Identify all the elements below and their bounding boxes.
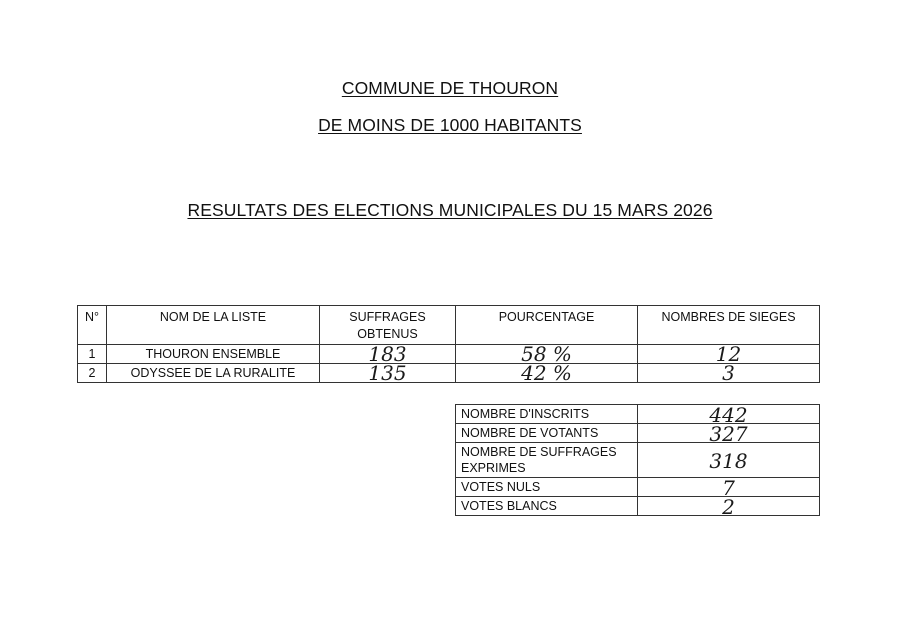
- exprimes-value: [638, 443, 820, 478]
- col-votes-header-line1: SUFFRAGES: [349, 310, 426, 324]
- nuls-value: [638, 475, 820, 500]
- votants-label: NOMBRE DE VOTANTS: [456, 424, 638, 443]
- row-list-name: ODYSSEE DE LA RURALITE: [107, 364, 320, 383]
- col-votes-header: [320, 306, 456, 345]
- exprimes-label-line1: NOMBRE DE SUFFRAGES: [461, 445, 617, 459]
- col-list-header: NOM DE LA LISTE: [107, 306, 320, 345]
- summary-row-inscrits: [456, 405, 820, 424]
- summary-row-blancs: [456, 497, 820, 516]
- handwritten-nuls: 7: [722, 475, 735, 500]
- results-table: [77, 305, 820, 386]
- summary-row-votants: [456, 424, 820, 443]
- table-row: [78, 364, 820, 383]
- col-votes-header-line2: OBTENUS: [357, 327, 418, 341]
- col-pct-header: POURCENTAGE: [456, 306, 638, 345]
- handwritten-inscrits: 442: [709, 402, 748, 427]
- row-pct: [456, 361, 638, 386]
- inscrits-label: NOMBRE D'INSCRITS: [456, 405, 638, 424]
- blancs-value: [638, 494, 820, 519]
- row-num: 2: [78, 364, 107, 383]
- election-title: RESULTATS DES ELECTIONS MUNICIPALES DU 15 MARS 2026: [187, 200, 713, 220]
- handwritten-votants: 327: [709, 421, 748, 446]
- row-votes: [320, 361, 456, 386]
- exprimes-label-line2: EXPRIMES: [461, 461, 526, 475]
- votants-value: [638, 421, 820, 446]
- blancs-label: VOTES BLANCS: [456, 497, 638, 516]
- commune-title: COMMUNE DE THOURON: [341, 78, 559, 98]
- handwritten-seats: 3: [722, 361, 735, 386]
- nuls-label: VOTES NULS: [456, 478, 638, 497]
- table-row: [78, 345, 820, 364]
- exprimes-label: [456, 443, 638, 478]
- row-seats: [638, 361, 820, 386]
- summary-row-nuls: [456, 478, 820, 497]
- row-list-name: THOURON ENSEMBLE: [107, 345, 320, 364]
- handwritten-blancs: 2: [722, 494, 735, 519]
- summary-table: [455, 402, 820, 519]
- handwritten-seats: 12: [715, 342, 742, 367]
- handwritten-votes: 183: [368, 342, 407, 367]
- handwritten-exprimes: 318: [709, 448, 748, 473]
- col-seats-header: NOMBRES DE SIEGES: [638, 306, 820, 345]
- row-num: 1: [78, 345, 107, 364]
- handwritten-votes: 135: [368, 361, 407, 386]
- handwritten-pct: 42 %: [521, 361, 572, 386]
- summary-row-exprimes: [456, 443, 820, 478]
- commune-subtitle: DE MOINS DE 1000 HABITANTS: [318, 115, 582, 135]
- handwritten-pct: 58 %: [521, 342, 572, 367]
- col-num-header: N°: [78, 306, 107, 345]
- results-header-row: [78, 306, 820, 345]
- inscrits-value: [638, 402, 820, 427]
